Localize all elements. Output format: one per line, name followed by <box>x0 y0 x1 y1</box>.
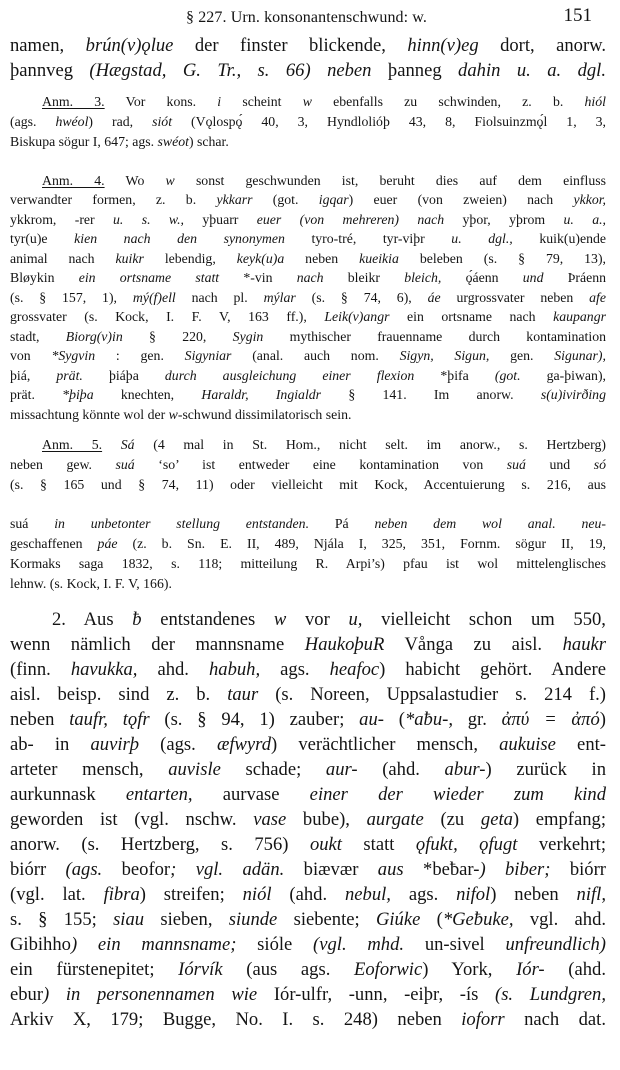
italic-term: siau <box>113 909 145 930</box>
text-run: Iór-ulfr, -unn, -eiþr, -ís <box>273 984 479 1005</box>
italic-term: mý(f)ell <box>132 290 176 305</box>
text-run: ) verächtlicher mensch, <box>271 734 500 755</box>
italic-term: in unbetonter stellung entstanden. <box>28 516 335 531</box>
note-line <box>10 268 606 288</box>
italic-term: (vgl. mhd. <box>292 934 425 955</box>
text-run: Þráenn <box>567 270 607 285</box>
italic-term: aukuise <box>499 734 556 755</box>
text-line <box>10 757 606 782</box>
italic-term: aurgate <box>366 809 424 830</box>
text-run: lehnw. (s. Kock, I. F. V, 166). <box>10 576 172 591</box>
italic-term: heafoc <box>329 659 380 680</box>
italic-term: niól <box>242 884 272 905</box>
text-line <box>10 832 606 857</box>
note-line <box>10 288 606 308</box>
text-line <box>10 857 606 882</box>
text-run: þannveg <box>10 60 73 81</box>
text-run: gen. <box>489 348 555 363</box>
italic-term: u. a., <box>545 212 606 227</box>
text-run: Kormaks saga 1832, s. 118; mitteilung R. Arpi’s) pfau ist wol mittelenglisches <box>10 556 606 571</box>
text-run <box>102 437 121 452</box>
italic-term: ) in personennamen wie <box>43 984 274 1005</box>
italic-term: *þiþa <box>62 387 94 402</box>
italic-term: einer der wieder zum kind <box>279 784 607 805</box>
text-run: § 141. Im anorw. <box>321 387 541 402</box>
text-run: (Vǫlospǫ́ 40, 3, Hyndlolióþ 43, 8, Fiolsuinzmǫ́l 1, 3, <box>172 114 606 129</box>
text-run: (ahd. <box>271 884 345 905</box>
text-run: neben gew. <box>10 457 116 472</box>
text-run: (ahd. <box>544 959 606 980</box>
italic-term: nifol <box>456 884 491 905</box>
italic-term: hiól <box>584 94 606 109</box>
text-run: Wo <box>104 173 166 188</box>
text-line <box>10 807 606 832</box>
text-run: ) empfang; <box>512 809 607 830</box>
text-run: þanneg <box>387 60 442 81</box>
italic-term: kuikr <box>115 251 144 266</box>
italic-term: kaupangr <box>553 309 606 324</box>
text-run: beofor <box>121 859 171 880</box>
italic-term: Eoforwic <box>354 959 423 980</box>
italic-term: prät. <box>30 368 109 383</box>
text-run: ) zurück in <box>485 759 607 780</box>
italic-term: haukr <box>562 634 606 655</box>
running-title: § 227. Urn. konsonantenschwund: w. <box>186 9 428 26</box>
text-run: mythischer frauenname durch kontamination <box>263 329 606 344</box>
text-run: (finn. <box>10 659 71 680</box>
page-number: 151 <box>563 5 592 26</box>
italic-term: Iór- <box>516 959 545 980</box>
italic-term: ) biber; <box>479 859 570 880</box>
note-line <box>10 455 606 475</box>
text-run: Bløykin <box>10 270 55 285</box>
text-run: Vånga zu aisl. <box>384 634 563 655</box>
text-run: grossvater (s. Kock, I. F. V, 163 ff.), <box>10 309 325 324</box>
italic-term: dahin u. a. dgl. <box>441 60 607 81</box>
text-run: ‘so’ ist entweder eine kontamination von <box>134 457 507 472</box>
text-run: siebente; <box>277 909 376 930</box>
text-run: ags. <box>260 659 330 680</box>
text-run: geschaffenen <box>10 536 98 551</box>
italic-term: *aƀu-, <box>404 709 453 730</box>
text-run: ebenfalls zu schwinden, z. b. <box>311 94 585 109</box>
text-run: (s. § 94, 1) zauber; <box>149 709 360 730</box>
text-run: ab- in <box>10 734 91 755</box>
text-run: ein ortsname nach <box>389 309 554 324</box>
text-line <box>10 707 606 732</box>
italic-term: w <box>165 173 175 188</box>
text-run: urgrossvater neben <box>440 290 590 305</box>
italic-term: *Sygvin <box>51 348 96 363</box>
text-run: (ags. <box>139 734 217 755</box>
note-line <box>10 307 606 327</box>
text-run: 2. Aus <box>52 609 133 630</box>
text-line <box>10 782 606 807</box>
text-run: ) neben <box>490 884 577 905</box>
note-label: Anm. 4. <box>42 173 105 188</box>
text-run: *beƀar- <box>423 859 480 880</box>
text-run: ga-þiwan), <box>546 368 606 383</box>
text-run: entstandenes <box>141 609 274 630</box>
text-run: verkehrt; <box>517 834 607 855</box>
text-run: -schwund dissimilatorisch sein. <box>177 407 352 422</box>
text-run: ) streifen; <box>139 884 243 905</box>
text-run: tyr(u)e <box>10 231 48 246</box>
note-line <box>10 346 606 366</box>
text-line <box>10 982 606 1007</box>
italic-term: u, <box>348 609 363 630</box>
italic-term: suá <box>506 457 526 472</box>
text-run: (s. § 157, 1), <box>10 290 133 305</box>
text-run: ) <box>599 709 606 730</box>
italic-term: swéot <box>157 134 189 149</box>
italic-term: mýlar <box>263 290 296 305</box>
text-run: (4 mal in St. Hom., nicht selt. im anorw., s. Hertzberg) <box>134 437 606 452</box>
text-run: *-vin <box>243 270 273 285</box>
text-run: knechten, <box>93 387 202 402</box>
text-run: der finster blickende, <box>173 35 408 56</box>
italic-term: taufr, tǫfr <box>69 709 150 730</box>
italic-term: ; vgl. adän. <box>170 859 304 880</box>
text-run: namen, <box>10 35 86 56</box>
italic-term: au- <box>359 709 384 730</box>
italic-term: ein ortsname statt <box>54 270 244 285</box>
italic-term: abur- <box>444 759 486 780</box>
text-run: geworden ist (vgl. nschw. <box>10 809 254 830</box>
text-run: ags. <box>390 884 457 905</box>
note-line <box>10 327 606 347</box>
text-run: (zu <box>423 809 481 830</box>
italic-term: oukt <box>309 834 342 855</box>
text-run: Pá <box>334 516 349 531</box>
text-run: sonst geschwunden ist, beruht dies auf dem einfluss <box>174 173 606 188</box>
italic-term: ƀ <box>132 609 142 630</box>
italic-term: habuh, <box>208 659 261 680</box>
text-run: þiáþa <box>108 368 139 383</box>
note-line <box>10 385 606 405</box>
italic-term: áe <box>427 290 441 305</box>
italic-term: Sá <box>120 437 135 452</box>
italic-term: u. dgl., <box>424 231 540 246</box>
text-run: þiá, <box>10 368 31 383</box>
text-run: (z. b. Sn. E. II, 489, Njála I, 325, 351, Fornm. sögur II, 19, <box>117 536 606 551</box>
italic-term: ykkarr <box>216 192 253 207</box>
note-line <box>42 171 606 191</box>
text-run: biævær <box>303 859 359 880</box>
text-run: nach dat. <box>504 1009 606 1030</box>
italic-term: Sigunar), <box>554 348 606 363</box>
text-run: Gibihho <box>10 934 71 955</box>
italic-term: bleich, <box>379 270 466 285</box>
text-run: lebendig, <box>143 251 237 266</box>
italic-term: i <box>217 94 222 109</box>
text-run: anorw. (s. Hertzberg, s. 756) <box>10 834 310 855</box>
text-line <box>10 732 606 757</box>
italic-term: aur- <box>325 759 358 780</box>
text-run: ) York, <box>422 959 517 980</box>
italic-term: nifl, <box>576 884 606 905</box>
text-run: (ahd. <box>357 759 445 780</box>
note-line <box>10 475 606 495</box>
italic-term: vase <box>253 809 287 830</box>
italic-term: nebul, <box>344 884 391 905</box>
text-run: sióle <box>257 934 293 955</box>
italic-term: w <box>168 407 178 422</box>
note-line <box>10 210 606 230</box>
note-line <box>10 514 606 534</box>
text-run: ahd. <box>137 659 209 680</box>
running-header <box>0 4 620 30</box>
italic-term: Giúke <box>375 909 421 930</box>
text-run: ent- <box>555 734 606 755</box>
text-run: stadt, <box>10 329 66 344</box>
italic-term: hwéol <box>55 114 89 129</box>
italic-term: unfreundlich) <box>484 934 607 955</box>
italic-term: *Geƀuke, <box>442 909 514 930</box>
italic-term: hinn(v)eg <box>407 35 479 56</box>
text-run: animal nach <box>10 251 116 266</box>
text-run: kuik(u)ende <box>539 231 606 246</box>
italic-term: ykkor, <box>573 192 607 207</box>
text-run: (ags. <box>10 114 56 129</box>
note-line <box>10 574 606 594</box>
text-line <box>10 58 606 83</box>
italic-term: brún(v)ǫlue <box>85 35 174 56</box>
italic-term: suá <box>115 457 135 472</box>
text-run: s. § 155; <box>10 909 114 930</box>
italic-term: só <box>593 457 606 472</box>
text-line <box>10 957 606 982</box>
text-line <box>10 882 606 907</box>
text-run: ǫ́áenn <box>465 270 499 285</box>
text-run: *þifa <box>440 368 469 383</box>
italic-term: (s. Lundgren, <box>478 984 606 1005</box>
text-run: sieben, <box>144 909 229 930</box>
text-line <box>10 907 606 932</box>
italic-term: Biorg(v)in <box>65 329 123 344</box>
text-line <box>10 1007 606 1032</box>
italic-term: (got. <box>468 368 547 383</box>
italic-term: taur <box>227 684 259 705</box>
text-run: yþuarr <box>202 212 239 227</box>
text-run: aurkunnask <box>10 784 96 805</box>
italic-term: und <box>498 270 568 285</box>
italic-term: Iórvík <box>178 959 223 980</box>
text-run: vor <box>286 609 349 630</box>
italic-term: æfwyrd <box>216 734 272 755</box>
italic-term: páe <box>97 536 118 551</box>
text-run: von <box>10 348 52 363</box>
text-run: neben <box>10 709 70 730</box>
text-run: (s. § 165 und § 74, 11) oder vielleicht mit Kock, Accentuierung s. 216, aus <box>10 477 606 492</box>
text-run: biórr <box>10 859 47 880</box>
text-run: dort, anorw. <box>478 35 607 56</box>
text-run: statt <box>341 834 416 855</box>
italic-term: Haraldr, Ingialdr <box>201 387 322 402</box>
note-line <box>10 132 606 152</box>
italic-term: ioforr <box>461 1009 505 1030</box>
note-line <box>42 435 606 455</box>
italic-term: Sigyniar <box>184 348 232 363</box>
text-line <box>10 33 606 58</box>
italic-term: Leik(v)angr <box>324 309 390 324</box>
text-run: (aus ags. <box>222 959 355 980</box>
italic-term: Sigyn, Sigun, <box>399 348 490 363</box>
note-line <box>10 366 606 386</box>
italic-term: afe <box>589 290 606 305</box>
note-label: Anm. 5. <box>42 437 103 452</box>
italic-term: ǫfukt, ǫfugt <box>415 834 518 855</box>
italic-term: auvisle <box>168 759 221 780</box>
italic-term: auvirþ <box>90 734 140 755</box>
text-run: bleikr <box>347 270 380 285</box>
text-run: : gen. <box>95 348 185 363</box>
text-run: vgl. ahd. <box>513 909 607 930</box>
text-run: (s. § 74, 6), <box>295 290 428 305</box>
note-line <box>10 534 606 554</box>
italic-term: s(u)ivirðing <box>540 387 606 402</box>
note-line <box>10 229 606 249</box>
text-run: tyro-tré, tyr-viþr <box>311 231 425 246</box>
text-run: un-sivel <box>424 934 485 955</box>
text-run: bube), <box>286 809 367 830</box>
italic-term: durch ausgleichung einer flexion <box>138 368 441 383</box>
text-run: ( <box>383 709 405 730</box>
italic-term: w <box>273 609 287 630</box>
italic-term: kien nach den synonymen <box>47 231 312 246</box>
note-line <box>42 92 606 112</box>
text-run: ) euer (von zweien) nach <box>348 192 574 207</box>
italic-term: entarten, <box>95 784 223 805</box>
text-run: prät. <box>10 387 63 402</box>
italic-term: keyk(u)a <box>236 251 285 266</box>
note-line <box>10 554 606 574</box>
text-run: gr. <box>452 709 502 730</box>
text-run: yþor, yþrom <box>462 212 546 227</box>
text-run: ) schar. <box>188 134 229 149</box>
italic-term: igqar <box>318 192 349 207</box>
text-run: ykkrom, -rer <box>10 212 95 227</box>
text-line <box>52 607 606 632</box>
text-run: nach pl. <box>175 290 264 305</box>
italic-term: neben dem wol anal. neu- <box>348 516 606 531</box>
text-run: ein fürstenepitet; <box>10 959 179 980</box>
text-run: beleben (s. § 79, 13), <box>398 251 606 266</box>
italic-term: havukka, <box>70 659 138 680</box>
text-line <box>10 632 606 657</box>
text-run: vielleicht schon um 550, <box>362 609 606 630</box>
note-line <box>10 249 606 269</box>
text-run: aurvase <box>222 784 280 805</box>
text-run: aisl. beisp. sind z. b. <box>10 684 228 705</box>
italic-term: (ags. <box>46 859 122 880</box>
text-run: arteter mensch, <box>10 759 169 780</box>
italic-term: siunde <box>228 909 278 930</box>
note-line <box>10 190 606 210</box>
italic-term: euer (von mehreren) nach <box>238 212 463 227</box>
note-line <box>10 405 606 425</box>
italic-term: nach <box>272 270 348 285</box>
text-run: Arkiv X, 179; Bugge, No. I. s. 248) neben <box>10 1009 462 1030</box>
text-line <box>10 932 606 957</box>
text-run: ( <box>420 909 443 930</box>
italic-term: (Hægstad, G. Tr., s. 66) neben <box>73 60 388 81</box>
text-run: Biskupa sögur I, 647; ags. <box>10 134 158 149</box>
text-line <box>10 657 606 682</box>
text-run: ebur <box>10 984 44 1005</box>
text-run: wenn nämlich der mannsname <box>10 634 305 655</box>
text-run: scheint <box>221 94 303 109</box>
italic-term: u. s. w., <box>94 212 203 227</box>
italic-term: ἀπύ = ἀπό <box>501 709 600 730</box>
italic-term: fibra <box>103 884 140 905</box>
text-run: Vor kons. <box>104 94 218 109</box>
text-run: (got. <box>252 192 319 207</box>
text-run: (vgl. lat. <box>10 884 104 905</box>
italic-term: ) ein mannsname; <box>70 934 258 955</box>
text-run: ) rad, <box>88 114 153 129</box>
text-run: ) habicht gehört. Andere <box>379 659 606 680</box>
text-run: verwandter formen, z. b. <box>10 192 217 207</box>
text-run: (anal. auch nom. <box>231 348 400 363</box>
italic-term: aus <box>358 859 424 880</box>
note-label: Anm. 3. <box>42 94 105 109</box>
text-run: biórr <box>569 859 606 880</box>
italic-term: geta <box>480 809 513 830</box>
text-run: (s. Noreen, Uppsalastudier s. 214 f.) <box>258 684 607 705</box>
text-line <box>10 682 606 707</box>
italic-term: Sygin <box>232 329 264 344</box>
note-line <box>10 112 606 132</box>
text-run: neben <box>284 251 360 266</box>
italic-term: w <box>302 94 312 109</box>
text-run: § 220, <box>122 329 233 344</box>
text-run: suá <box>10 516 29 531</box>
text-run: schade; <box>220 759 326 780</box>
text-run: und <box>525 457 594 472</box>
italic-term: HaukoþuR <box>304 634 385 655</box>
text-run: missachtung könnte wol der <box>10 407 169 422</box>
italic-term: siót <box>152 114 173 129</box>
italic-term: kueikia <box>359 251 399 266</box>
